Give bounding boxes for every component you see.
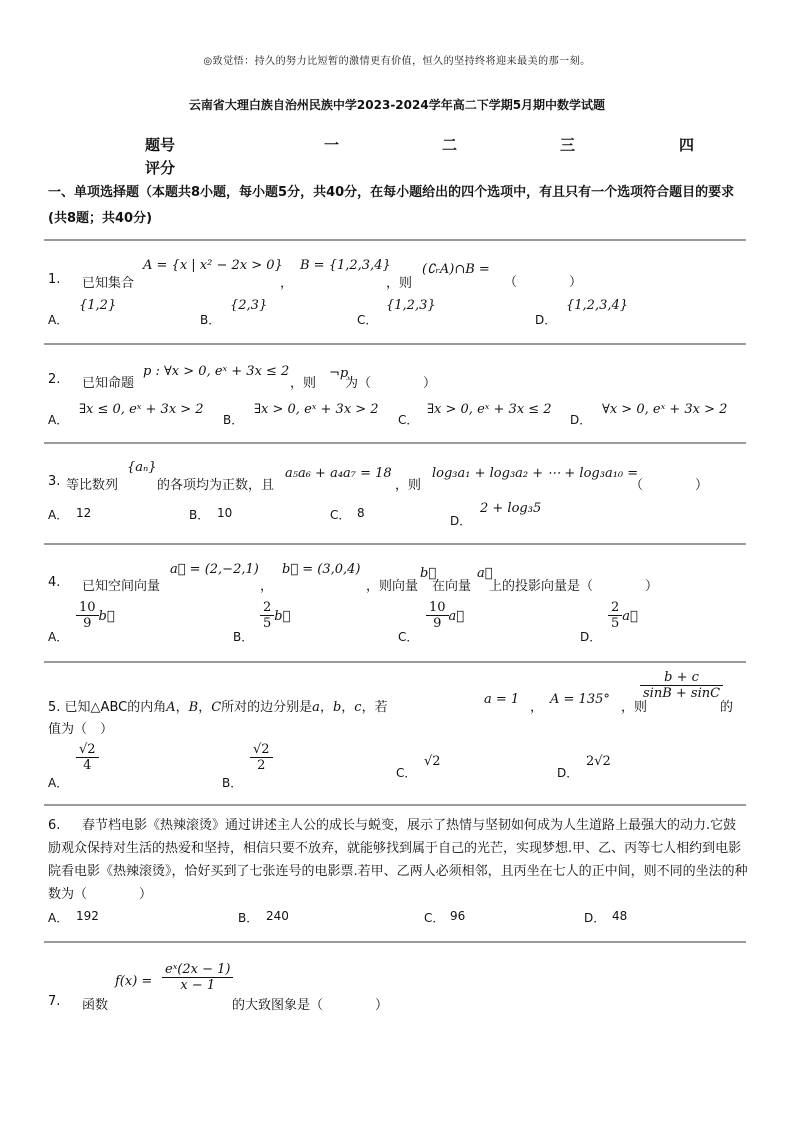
- q7-prompt: 函数: [82, 998, 109, 1013]
- q3-option-b-label: B．: [189, 508, 210, 522]
- q2-option-d: ∀x > 0, eˣ + 3x > 2: [602, 402, 728, 417]
- q1-option-a-label: A．: [48, 313, 69, 327]
- q2-mid: ，则: [290, 376, 317, 391]
- q5-option-b: $\frac{√2}{2}$: [250, 742, 273, 773]
- q4-option-d: $\frac{2}{5}$ a⃗: [608, 600, 638, 631]
- q5-option-b-label: B．: [222, 776, 243, 790]
- q4-option-d-label: D．: [580, 630, 602, 644]
- q4-option-c: $\frac{10}{9}$ a⃗: [426, 600, 464, 631]
- score-table-col-3: 三: [560, 136, 576, 154]
- section-heading: 一、单项选择题（本题共8小题，每小题5分，共40分，在每小题给出的四个选项中，有且只有一个选项符合题目的要求(共8题；共40分): [48, 185, 735, 226]
- q5-option-a-label: A．: [48, 776, 69, 790]
- q3-option-a: 12: [76, 506, 92, 520]
- divider: [44, 543, 746, 545]
- q5-condition-a: a = 1: [484, 692, 520, 707]
- q5-suffix-2: 值为（ ）: [48, 722, 114, 737]
- q5-option-a: $\frac{√2}{4}$: [76, 742, 99, 773]
- q4-mid1: ，则向量: [366, 579, 419, 594]
- q4-option-b: $\frac{2}{5}$ b⃗: [260, 600, 290, 631]
- q1-option-a: {1,2}: [79, 298, 117, 313]
- q7-function-lhs: f(x) =: [115, 974, 153, 989]
- q1-prompt: 已知集合: [82, 276, 135, 291]
- q4-vector-b: b⃗ = (3,0,4): [282, 562, 361, 577]
- q2-option-b: ∃x > 0, eˣ + 3x > 2: [254, 402, 379, 417]
- q7-suffix: 的大致图象是（ ）: [232, 998, 389, 1013]
- score-table-col-4: 四: [679, 136, 695, 154]
- q1-option-b: {2,3}: [230, 298, 268, 313]
- score-table-score-label: 评分: [145, 159, 176, 177]
- q4-prompt: 已知空间向量: [82, 579, 161, 594]
- q3-expression: log₃a₁ + log₃a₂ + ⋯ + log₃a₁₀ =: [432, 466, 639, 481]
- q7-number: 7.: [48, 994, 61, 1009]
- q4-mid2: 在向量: [432, 579, 472, 594]
- q3-option-c: 8: [357, 506, 365, 520]
- q7-fraction: $\frac{\text{eˣ(2x − 1)}}{x - 1}$: [162, 962, 233, 993]
- q4-suffix: 上的投影向量是（ ）: [489, 579, 659, 594]
- q5-line-1: 5. 已知△ABC的内角A，B，C所对的边分别是a，b，c，若: [48, 700, 388, 715]
- motto: ◎致觉悟：持久的努力比短暂的激情更有价值，恒久的坚持终将迎来最美的那一刻。: [203, 56, 591, 67]
- q6-option-d: 48: [612, 909, 628, 923]
- q3-option-c-label: C．: [330, 508, 351, 522]
- q1-option-d: {1,2,3,4}: [566, 298, 629, 313]
- q2-prompt: 已知命题: [82, 376, 135, 391]
- q1-set-b: B = {1,2,3,4}: [300, 258, 391, 273]
- q1-option-d-label: D．: [535, 313, 557, 327]
- divider: [44, 442, 746, 444]
- score-table-col-2: 二: [442, 136, 458, 154]
- q2-option-d-label: D．: [570, 413, 592, 427]
- q1-answer-paren: （ ）: [504, 275, 583, 290]
- score-table-col-1: 一: [324, 136, 340, 154]
- q6-option-c: 96: [450, 909, 466, 923]
- q2-option-b-label: B．: [223, 413, 244, 427]
- q2-option-a: ∃x ≤ 0, eˣ + 3x > 2: [79, 402, 204, 417]
- q3-option-a-label: A．: [48, 508, 69, 522]
- q3-number: 3.: [48, 474, 61, 489]
- q1-option-c-label: C．: [357, 313, 378, 327]
- q3-sequence: {aₙ}: [127, 460, 157, 475]
- q2-proposition: p : ∀x > 0, eˣ + 3x ≤ 2: [143, 364, 290, 379]
- q4-option-a: $\frac{10}{9}$ b⃗: [76, 600, 115, 631]
- q4-vector-a: a⃗ = (2,−2,1): [170, 562, 259, 577]
- divider: [44, 661, 746, 663]
- q1-option-b-label: B．: [200, 313, 221, 327]
- q6-option-d-label: D．: [584, 911, 606, 925]
- q5-suffix: 的: [720, 700, 734, 715]
- q3-mid2: ，则: [395, 478, 422, 493]
- q6-option-a: 192: [76, 909, 99, 923]
- q1-number: 1.: [48, 272, 61, 287]
- q4-option-b-label: B．: [233, 630, 254, 644]
- q3-condition: a₅a₆ + a₄a₇ = 18: [285, 466, 392, 481]
- q2-suffix: 为（ ）: [345, 376, 437, 391]
- q4-option-a-label: A．: [48, 630, 69, 644]
- q1-expression: (∁ᵣA)∩B =: [422, 262, 490, 277]
- q2-option-a-label: A．: [48, 413, 69, 427]
- q1-set-a: A = {x | x² − 2x > 0}: [143, 258, 283, 273]
- q4-b: b⃗: [420, 566, 437, 581]
- q2-number: 2.: [48, 372, 61, 387]
- q3-option-b: 10: [217, 506, 233, 520]
- divider: [44, 941, 746, 943]
- q6-number: 6.: [48, 818, 61, 833]
- q4-number: 4.: [48, 575, 61, 590]
- q5-option-c-label: C．: [396, 766, 417, 780]
- q3-mid1: 的各项均为正数，且: [157, 478, 275, 493]
- q6-text: 春节档电影《热辣滚烫》通过讲述主人公的成长与蜕变，展示了热情与坚韧如何成为人生道路上最强大的动力.它鼓励观众保持对生活的热爱和坚持，相信只要不放弃，就能够找到属于自己的光芒，实现梦想.甲、乙、丙等七人相约到电影院看电影《热辣滚烫》，恰好买到了七张连号的电影票.若甲、乙两人必须相邻，且丙坐在七人的正中间，则不同的坐法的种数为（ ）: [48, 818, 748, 902]
- q4-a: a⃗: [477, 566, 493, 581]
- q6-option-c-label: C．: [424, 911, 445, 925]
- score-table-question-label: 题号: [145, 136, 176, 154]
- q5-option-d-label: D．: [557, 766, 579, 780]
- q5-separator: ，: [530, 700, 544, 715]
- divider: [44, 804, 746, 806]
- q6-option-b: 240: [266, 909, 289, 923]
- q1-option-c: {1,2,3}: [386, 298, 436, 313]
- q5-option-d: 2√2: [586, 754, 611, 769]
- q2-option-c: ∃x > 0, eˣ + 3x ≤ 2: [427, 402, 552, 417]
- divider: [44, 343, 746, 345]
- q6-option-b-label: B．: [238, 911, 259, 925]
- q3-prompt: 等比数列: [66, 478, 119, 493]
- q6-option-a-label: A．: [48, 911, 69, 925]
- q3-answer-paren: （ ）: [630, 478, 709, 493]
- q3-option-d-label: D．: [450, 514, 472, 528]
- q2-option-c-label: C．: [398, 413, 419, 427]
- divider: [44, 239, 746, 241]
- page-title: 云南省大理白族自治州民族中学2023-2024学年高二下学期5月期中数学试题: [188, 98, 606, 112]
- q5-fraction: $\frac{b + c}{\sin B + \sin C}$: [640, 670, 723, 701]
- q1-mid: ，则: [386, 276, 413, 291]
- q1-comma: ，: [280, 276, 294, 291]
- q5-mid3: ，则: [621, 700, 648, 715]
- q4-option-c-label: C．: [398, 630, 419, 644]
- q5-condition-angle: A = 135°: [550, 692, 610, 707]
- q5-option-c: √2: [424, 754, 441, 769]
- q3-option-d: 2 + log₃5: [480, 501, 542, 516]
- q4-comma: ，: [260, 579, 274, 594]
- q2-negation: ¬p: [329, 366, 349, 381]
